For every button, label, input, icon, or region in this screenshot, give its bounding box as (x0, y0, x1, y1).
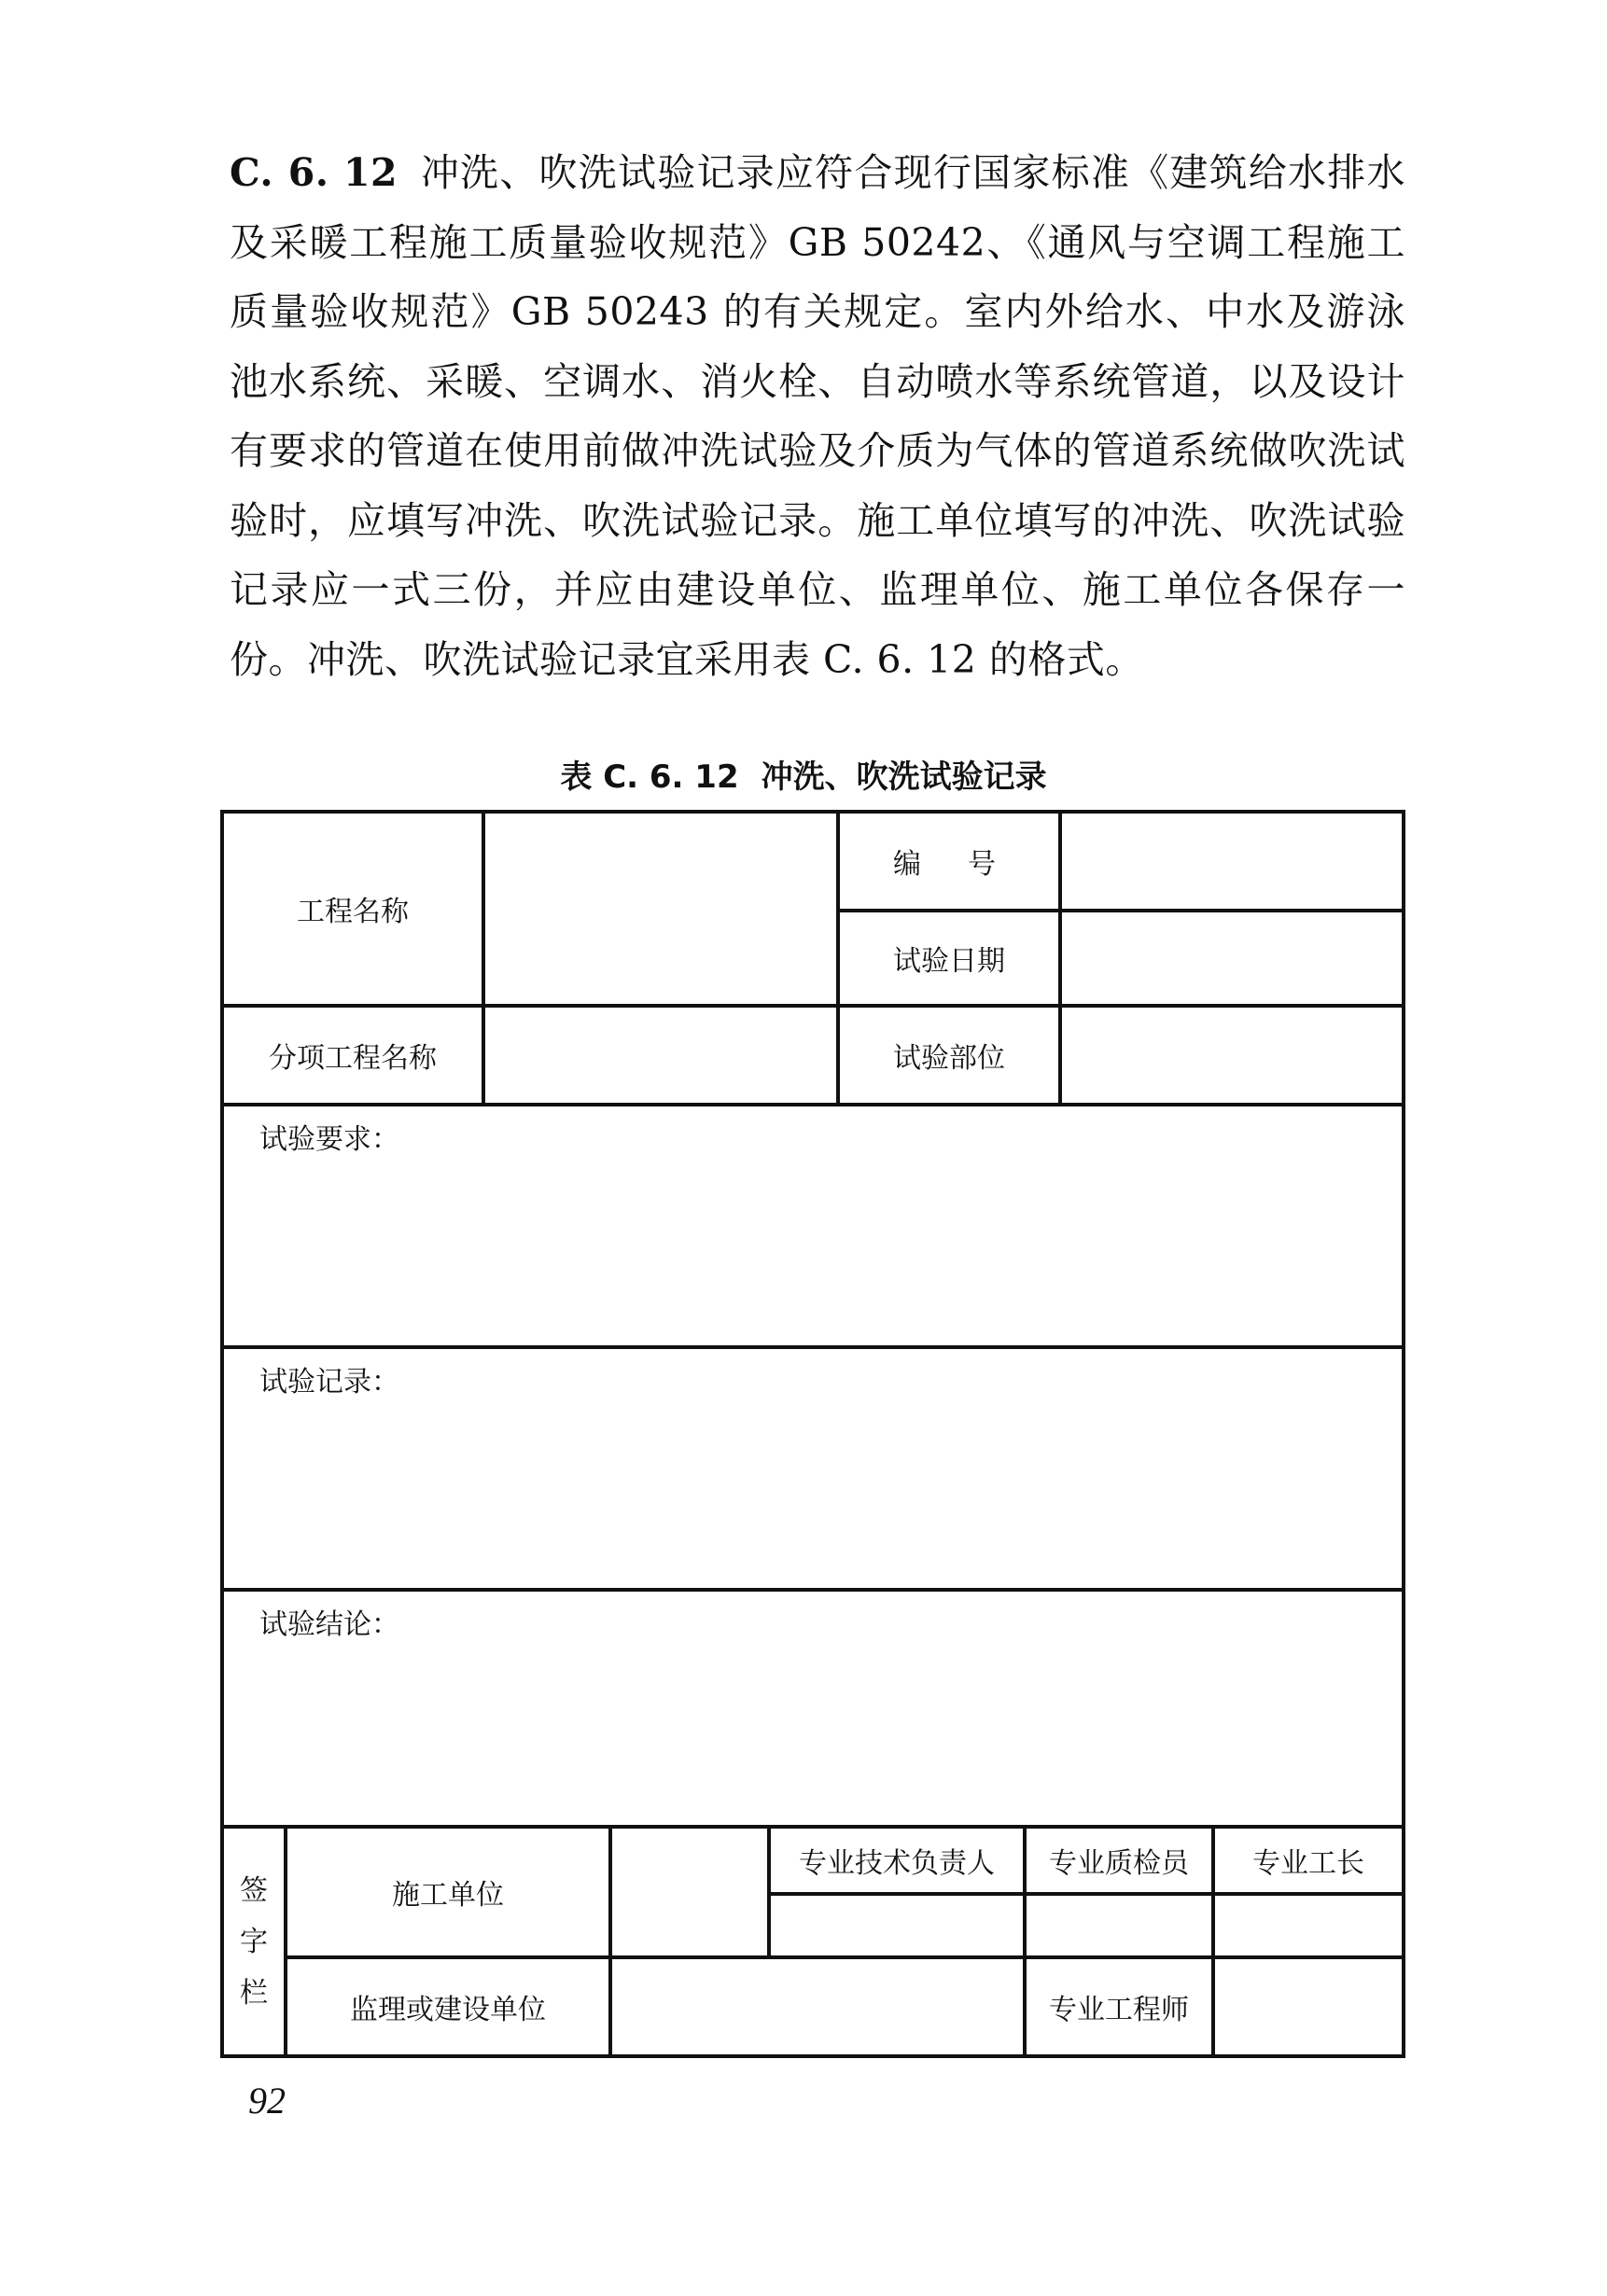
construction-unit-label-cell (286, 1827, 610, 1957)
test-location-label-cell (838, 1006, 1060, 1105)
sub-project-label: 分项工程名称 (269, 1042, 437, 1075)
project-name-value-cell[interactable] (483, 814, 838, 1006)
table-title: 冲洗、吹洗试验记录 (761, 758, 1047, 796)
quality-inspector-label: 专业质检员 (1049, 1847, 1189, 1880)
engineer-sign-cell[interactable] (1213, 1957, 1402, 2054)
test-conclusion-cell[interactable] (224, 1590, 1402, 1827)
serial-no-label: 编 号 (893, 848, 1005, 881)
test-date-value-cell[interactable] (1060, 911, 1402, 1006)
quality-inspector-sign-cell[interactable] (1025, 1894, 1213, 1957)
test-records-cell[interactable] (224, 1347, 1402, 1590)
test-location-value-cell[interactable] (1060, 1006, 1402, 1105)
supervision-unit-label: 监理或建设单位 (350, 1994, 546, 2026)
record-form (220, 810, 1405, 2058)
table-caption (0, 751, 1607, 797)
engineer-label: 专业工程师 (1049, 1994, 1189, 2026)
foreman-sign-cell[interactable] (1213, 1894, 1402, 1957)
tech-lead-label-cell (769, 1827, 1025, 1894)
sub-project-label-cell (224, 1006, 483, 1105)
serial-no-value-cell[interactable] (1060, 814, 1402, 911)
signature-char-1: 签 (240, 1873, 268, 1907)
foreman-label: 专业工长 (1252, 1847, 1364, 1880)
foreman-label-cell (1213, 1827, 1402, 1894)
body-paragraph (230, 138, 1405, 694)
test-date-label: 试验日期 (893, 945, 1005, 978)
sub-project-value-cell[interactable] (483, 1006, 838, 1105)
test-requirements-cell[interactable] (224, 1105, 1402, 1347)
section-number: C. 6. 12 (230, 150, 398, 195)
project-name-label-cell (224, 814, 483, 1006)
signature-char-3: 栏 (240, 1976, 268, 2010)
project-name-label: 工程名称 (297, 896, 409, 928)
construction-unit-label: 施工单位 (392, 1879, 504, 1912)
test-conclusion-label: 试验结论： (259, 1608, 399, 1641)
tech-lead-sign-cell[interactable] (769, 1894, 1025, 1957)
supervision-unit-value-cell[interactable] (610, 1957, 1025, 2054)
supervision-unit-label-cell (286, 1957, 610, 2054)
tech-lead-label: 专业技术负责人 (799, 1847, 995, 1880)
signature-column-cell (224, 1827, 286, 2054)
table-number: 表 C. 6. 12 (560, 758, 739, 796)
construction-unit-value-cell[interactable] (610, 1827, 769, 1957)
serial-no-label-cell (838, 814, 1060, 911)
signature-char-2: 字 (240, 1925, 268, 1958)
test-date-label-cell (838, 911, 1060, 1006)
test-requirements-label: 试验要求： (259, 1123, 399, 1156)
page-number: 92 (248, 2080, 286, 2122)
engineer-label-cell (1025, 1957, 1213, 2054)
quality-inspector-label-cell (1025, 1827, 1213, 1894)
paragraph-text: 冲洗、吹洗试验记录应符合现行国家标准《建筑给水排水及采暖工程施工质量验收规范》GB 50242、《通风与空调工程施工质量验收规范》GB 50243 的有关规定。室内外给水、中水及游泳池水系统、采暖、空调水、消火栓、自动喷水等系统管道，以及设计有要求的管道在使用前做冲洗试验及介质为气体的管道系统做吹洗试验时，应填写冲洗、吹洗试验记录。施工单位填写的冲洗、吹洗试验记录应一式三份，并应由建设单位、监理单位、施工单位各保存一份。冲洗、吹洗试验记录宜采用表 C. 6. 12 的格式。 (230, 150, 1406, 682)
test-location-label: 试验部位 (893, 1042, 1005, 1075)
test-records-label: 试验记录： (259, 1366, 399, 1398)
